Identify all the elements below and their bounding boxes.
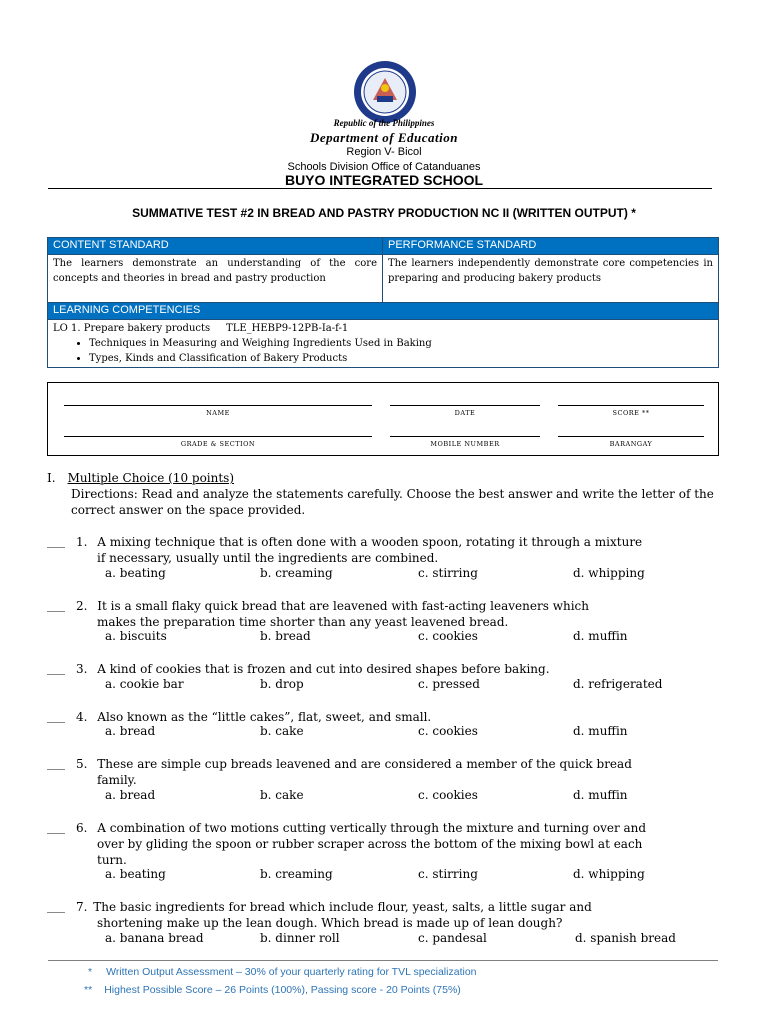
mobile-number-field[interactable]	[390, 436, 540, 437]
answer-blank[interactable]: ___	[47, 899, 65, 913]
question-2	[76, 598, 726, 630]
question-number: 4.	[76, 710, 88, 724]
choice-c: c. cookies	[418, 629, 478, 643]
part-heading	[47, 470, 234, 486]
question-text: turn.	[97, 853, 127, 867]
learning-competencies-header: LEARNING COMPETENCIES	[48, 303, 719, 320]
footnote-text: Written Output Assessment – 30% of your quarterly rating for TVL specialization	[106, 966, 477, 978]
question-text: shortening make up the lean dough. Which bread is made up of lean dough?	[97, 916, 563, 930]
question-number: 2.	[76, 599, 88, 613]
question-number: 5.	[76, 757, 88, 771]
header-divider	[48, 188, 712, 189]
choice-c: c. cookies	[418, 724, 478, 738]
footnote-text: Highest Possible Score – 26 Points (100%), Passing score - 20 Points (75%)	[104, 984, 461, 996]
question-number: 3.	[76, 662, 88, 676]
question-5	[76, 756, 726, 788]
choice-d: d. muffin	[573, 629, 628, 643]
question-text: A kind of cookies that is frozen and cut into desired shapes before baking.	[97, 662, 550, 676]
question-number: 7.	[76, 900, 88, 914]
choice-a: a. biscuits	[105, 629, 167, 643]
choice-d: d. refrigerated	[573, 677, 663, 691]
region-line: Region V- Bicol	[346, 146, 422, 158]
barangay-label: BARANGAY	[609, 440, 653, 448]
standards-table	[47, 237, 719, 368]
choice-c: c. stirring	[418, 566, 478, 580]
question-text: A combination of two motions cutting vertically through the mixture and turning over and	[97, 821, 647, 835]
choice-b: b. creaming	[260, 867, 333, 881]
question-text: family.	[97, 773, 137, 787]
choice-d: d. whipping	[573, 566, 645, 580]
question-4	[76, 709, 726, 725]
footnote-2	[84, 984, 461, 996]
content-standard-header: CONTENT STANDARD	[48, 238, 383, 255]
choice-b: b. cake	[260, 788, 304, 802]
choice-c: c. pandesal	[418, 931, 487, 945]
date-field[interactable]	[390, 405, 540, 406]
footnote-divider	[48, 960, 718, 961]
lo-line: LO 1. Prepare bakery products TLE_HEBP9-12PB-Ia-f-1	[53, 323, 349, 334]
choice-a: a. beating	[105, 566, 166, 580]
question-text: A mixing technique that is often done with a wooden spoon, rotating it through a mixture	[97, 535, 643, 549]
name-label: NAME	[206, 409, 230, 417]
choice-a: a. banana bread	[105, 931, 204, 945]
part-title: Multiple Choice (10 points)	[67, 471, 235, 485]
question-text: if necessary, usually until the ingredients are combined.	[97, 551, 439, 565]
deped-seal-logo	[353, 60, 417, 124]
question-text: over by gliding the spoon or rubber scraper across the bottom of the mixing bowl at each	[97, 837, 643, 851]
question-text: It is a small flaky quick bread that are leavened with fast-acting leaveners which	[97, 599, 589, 613]
footnote-1	[88, 966, 477, 978]
competency-item: • Types, Kinds and Classification of Bakery Products	[89, 351, 713, 366]
choice-b: b. dinner roll	[260, 931, 340, 945]
answer-blank[interactable]: ___	[47, 709, 65, 723]
choice-d: d. muffin	[573, 788, 628, 802]
choice-d: d. muffin	[573, 724, 628, 738]
question-text: makes the preparation time shorter than any yeast leavened bread.	[97, 615, 509, 629]
mobile-number-label: MOBILE NUMBER	[430, 440, 500, 448]
footnote-mark: **	[84, 984, 93, 996]
choice-d: d. spanish bread	[575, 931, 676, 945]
choice-c: c. stirring	[418, 867, 478, 881]
question-text: The basic ingredients for bread which include flour, yeast, salts, a little sugar and	[93, 900, 592, 914]
footnote-mark: *	[88, 966, 93, 978]
question-text: These are simple cup breads leavened and are considered a member of the quick bread	[97, 757, 632, 771]
answer-blank[interactable]: ___	[47, 534, 65, 548]
test-title: SUMMATIVE TEST #2 IN BREAD AND PASTRY PRODUCTION NC II (WRITTEN OUTPUT) *	[132, 206, 636, 220]
choice-d: d. whipping	[573, 867, 645, 881]
learning-competencies-body	[48, 320, 719, 368]
answer-blank[interactable]: ___	[47, 820, 65, 834]
question-1	[76, 534, 726, 566]
question-number: 1.	[76, 535, 88, 549]
competency-list	[53, 336, 713, 366]
question-text: Also known as the “little cakes”, flat, sweet, and small.	[97, 710, 432, 724]
performance-standard-text: The learners independently demonstrate core competencies in preparing and producing bakery products	[383, 255, 719, 303]
choice-b: b. drop	[260, 677, 304, 691]
date-label: DATE	[454, 409, 476, 417]
question-number: 6.	[76, 821, 88, 835]
content-standard-text: The learners demonstrate an understanding of the core concepts and theories in bread and pastry production	[48, 255, 383, 303]
choice-b: b. bread	[260, 629, 311, 643]
choice-a: a. bread	[105, 724, 156, 738]
choice-b: b. creaming	[260, 566, 333, 580]
question-7	[76, 899, 726, 931]
competency-item: • Techniques in Measuring and Weighing Ingredients Used in Baking	[89, 336, 713, 351]
part-numeral: I.	[47, 471, 56, 485]
choice-a: a. beating	[105, 867, 166, 881]
school-name: BUYO INTEGRATED SCHOOL	[284, 172, 484, 188]
name-field[interactable]	[64, 405, 372, 406]
directions: Directions: Read and analyze the statements carefully. Choose the best answer and write the letter of the correct answer on the space provided.	[71, 487, 714, 517]
score-label: SCORE **	[612, 409, 650, 417]
question-6	[76, 820, 726, 868]
answer-blank[interactable]: ___	[47, 661, 65, 675]
choice-b: b. cake	[260, 724, 304, 738]
grade-section-label: GRADE & SECTION	[180, 440, 256, 448]
department-line: Department of Education	[309, 130, 458, 145]
score-field[interactable]	[558, 405, 704, 406]
barangay-field[interactable]	[558, 436, 704, 437]
choice-c: c. cookies	[418, 788, 478, 802]
division-line: Schools Division Office of Catanduanes	[287, 161, 481, 173]
choice-a: a. cookie bar	[105, 677, 184, 691]
grade-section-field[interactable]	[64, 436, 372, 437]
choice-c: c. pressed	[418, 677, 480, 691]
question-3	[76, 661, 726, 677]
student-info-box	[47, 382, 719, 456]
answer-blank[interactable]: ___	[47, 598, 65, 612]
answer-blank[interactable]: ___	[47, 756, 65, 770]
republic-line: Republic of the Philippines	[333, 118, 435, 128]
choice-a: a. bread	[105, 788, 156, 802]
performance-standard-header: PERFORMANCE STANDARD	[383, 238, 719, 255]
